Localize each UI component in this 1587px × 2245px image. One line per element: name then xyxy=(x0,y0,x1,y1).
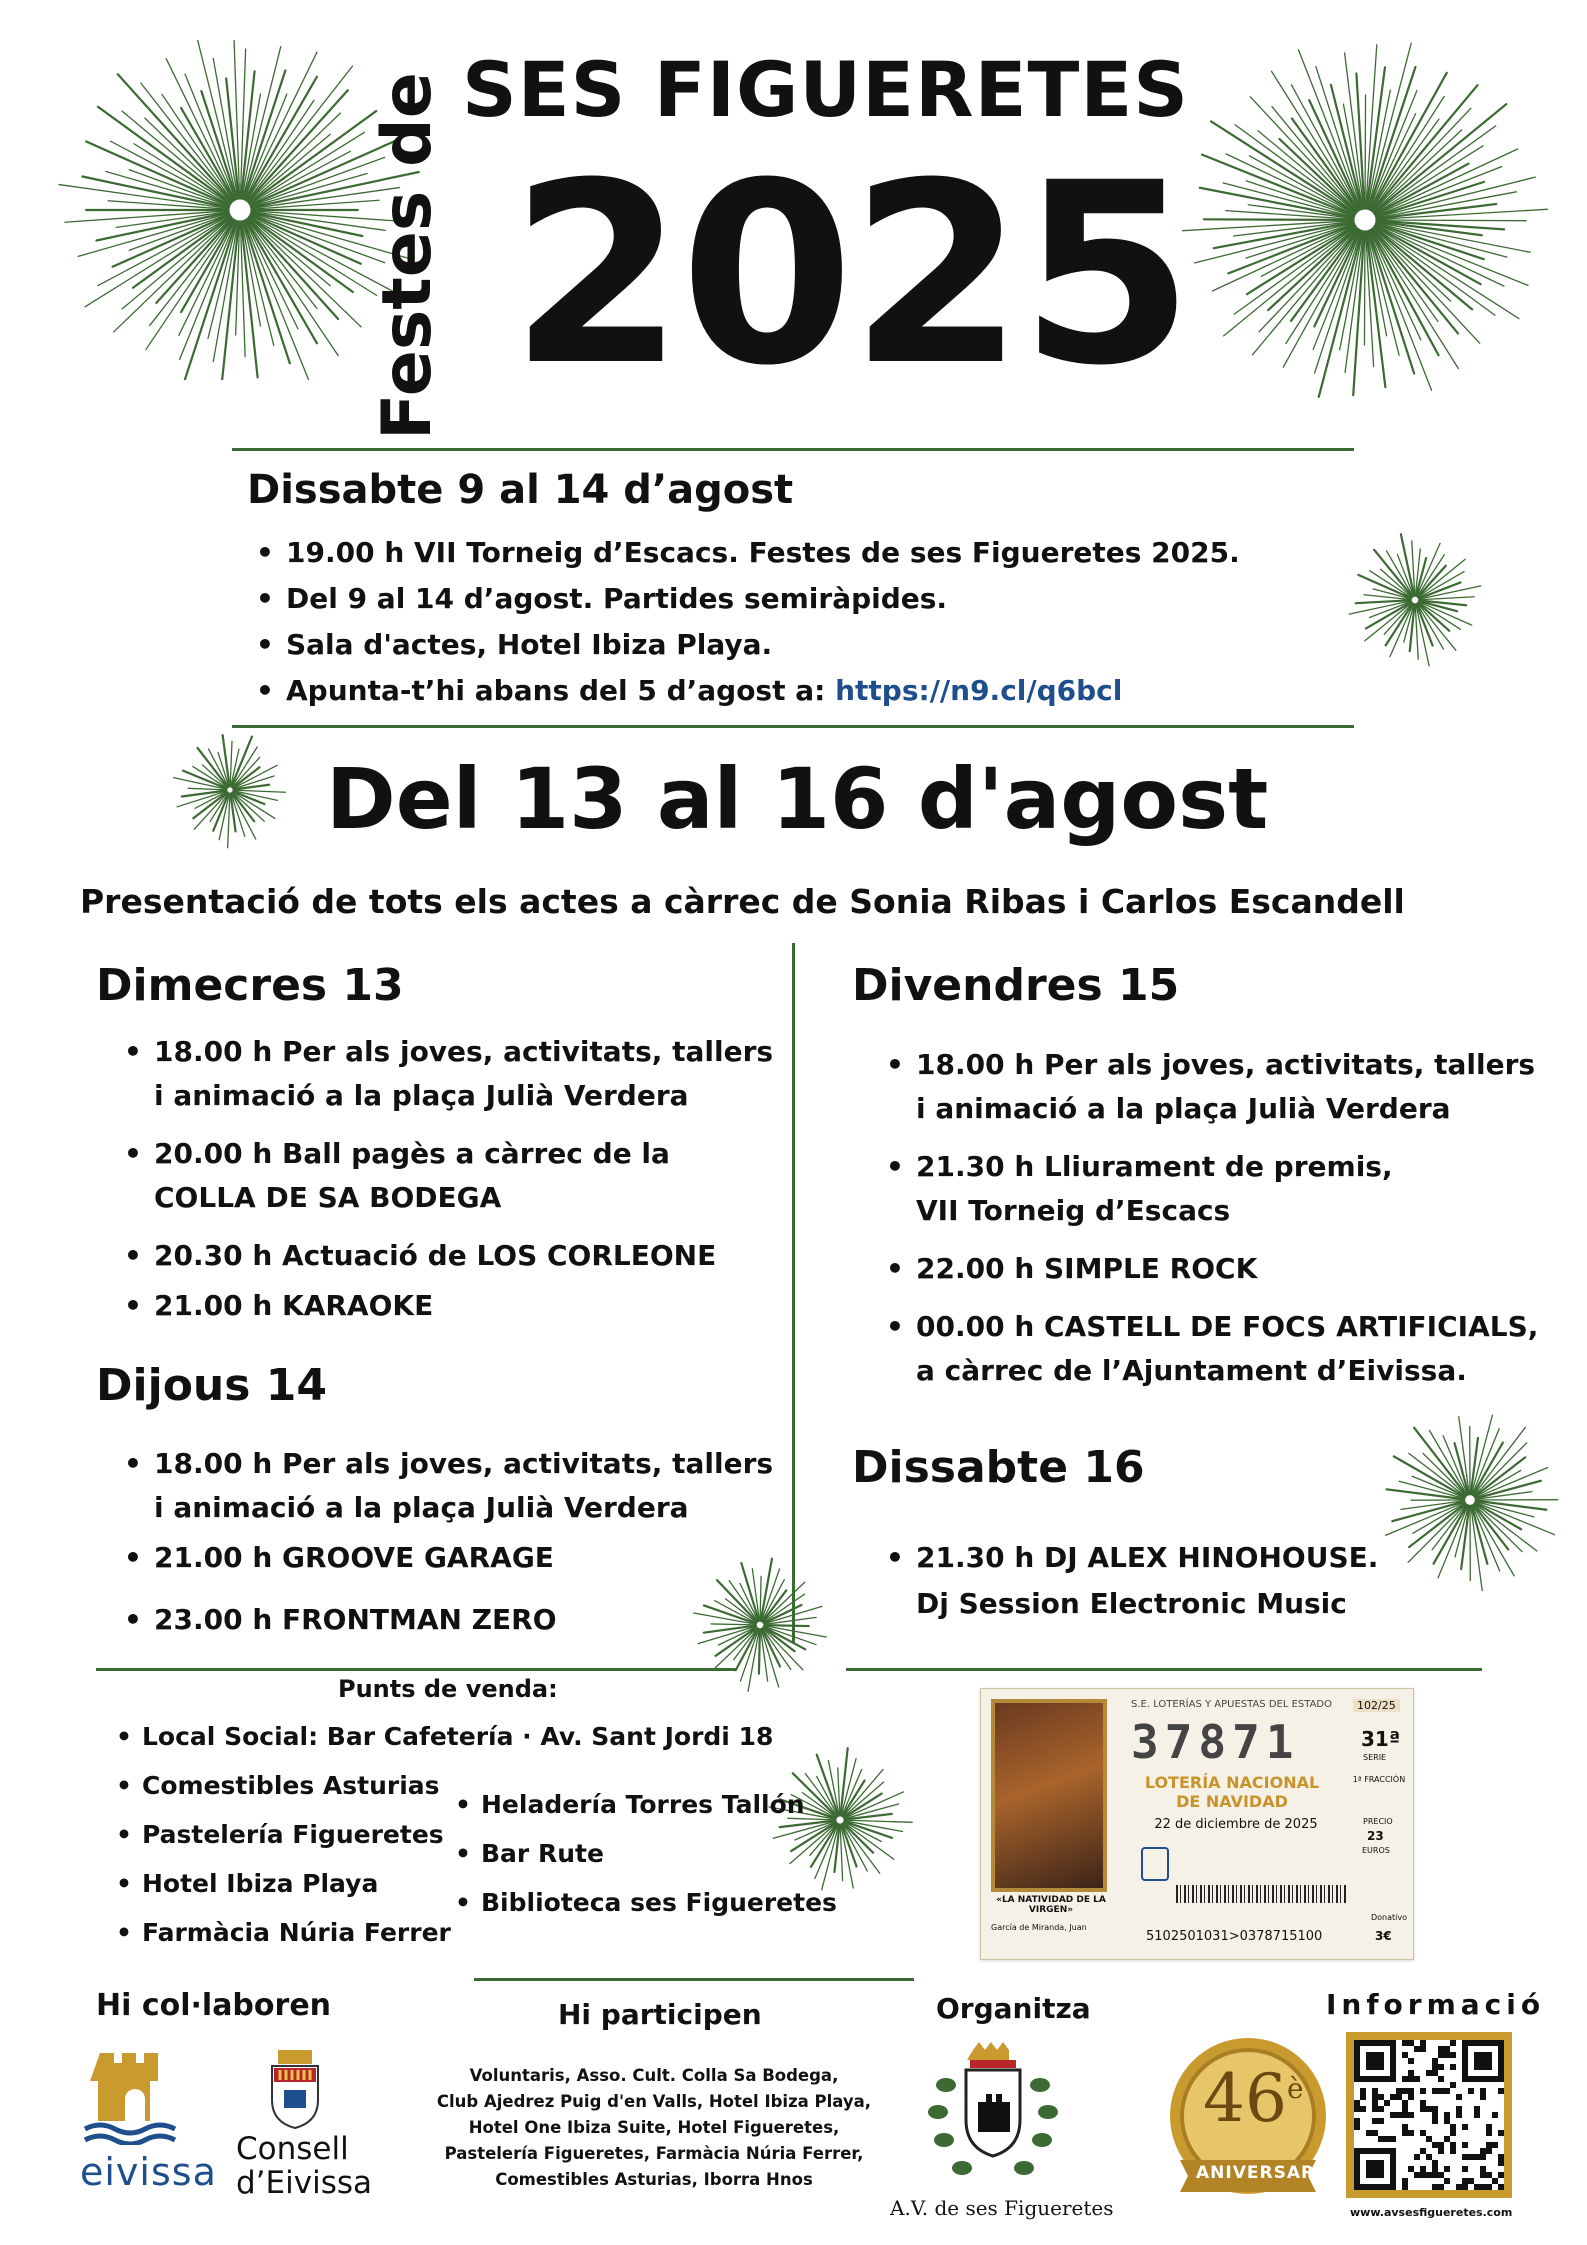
ticket-barcode-bars xyxy=(1176,1885,1346,1903)
year-title: 2025 xyxy=(510,129,1190,420)
ticket-painting-caption: «LA NATIVIDAD DE LA VIRGEN» xyxy=(996,1895,1106,1915)
day-title-fri: Divendres 15 xyxy=(852,960,1180,1011)
signup-label: Apunta-t’hi abans del 5 d’agost a: xyxy=(286,674,826,707)
item-line: 21.00 h KARAOKE xyxy=(154,1289,434,1322)
ticket-name: LOTERÍA NACIONAL DE NAVIDAD xyxy=(1144,1773,1320,1811)
list-item: • Bar Rute xyxy=(455,1839,837,1888)
eivissa-logo-text: eivissa xyxy=(80,2150,217,2194)
presentation-text: Presentació de tots els actes a càrrec de Sonia Ribas i Carlos Escandell xyxy=(80,882,1405,921)
list-item xyxy=(124,1132,773,1220)
firework-mid-right-icon xyxy=(1360,1400,1580,1600)
list-item: • 19.00 h VII Torneig d’Escacs. Festes de ses Figueretes 2025. xyxy=(256,530,1240,576)
divider-sales-right xyxy=(846,1668,1482,1671)
anniversary-number-value: 46 xyxy=(1203,2060,1287,2137)
firework-top-right-icon xyxy=(1160,30,1570,410)
ticket-date: 22 de diciembre de 2025 xyxy=(1154,1817,1318,1832)
qr-code-icon[interactable] xyxy=(1346,2032,1512,2198)
ticket-euros: EUROS xyxy=(1362,1846,1390,1855)
sales-list-col2 xyxy=(455,1790,837,1937)
day-list-wed xyxy=(124,1030,773,1328)
participants-title: Hi participen xyxy=(558,1998,762,2031)
item-line: 23.00 h FRONTMAN ZERO xyxy=(154,1603,557,1636)
list-item xyxy=(124,1442,773,1530)
chess-list xyxy=(256,530,1240,714)
page-title: SES FIGUERETES xyxy=(462,45,1189,134)
ticket-price-label: PRECIO xyxy=(1363,1817,1393,1826)
item-line: i animació a la plaça Julià Verdera xyxy=(916,1092,1451,1125)
sales-title: Punts de venda: xyxy=(338,1675,558,1703)
divider-top xyxy=(232,448,1354,451)
list-item: • Local Social: Bar Cafetería · Av. Sant Jordi 18 xyxy=(116,1722,773,1771)
list-item: Voluntaris, Asso. Cult. Colla Sa Bodega, xyxy=(469,2066,839,2085)
item-line: Dj Session Electronic Music xyxy=(916,1587,1347,1620)
day-title-thu: Dijous 14 xyxy=(96,1360,327,1411)
day-list-fri xyxy=(886,1043,1538,1393)
list-item: Hotel One Ibiza Suite, Hotel Figueretes, xyxy=(468,2118,840,2137)
ticket-code: 102/25 xyxy=(1353,1699,1400,1712)
consell-line1: Consell xyxy=(236,2131,349,2167)
signup-link[interactable]: https://n9.cl/q6bcl xyxy=(835,674,1123,707)
list-item: • Del 9 al 14 d’agost. Partides semiràpides. xyxy=(256,576,1240,622)
divider-vertical xyxy=(792,943,795,1643)
main-dates-title: Del 13 al 16 d'agost xyxy=(326,750,1269,848)
item-line: 22.00 h SIMPLE ROCK xyxy=(916,1252,1258,1285)
organizer-title: Organitza xyxy=(936,1992,1091,2025)
item-line: 18.00 h Per als joves, activitats, tallers xyxy=(916,1048,1536,1081)
list-item: • Heladería Torres Tallón xyxy=(455,1790,837,1839)
item-line: i animació a la plaça Julià Verdera xyxy=(154,1079,689,1112)
item-line: 00.00 h CASTELL DE FOCS ARTIFICIALS, xyxy=(916,1310,1539,1343)
organizer-name: A.V. de ses Figueretes xyxy=(890,2196,1114,2220)
festes-de-vertical-title: Festes de xyxy=(368,72,447,440)
anniversary-label: ANIVERSARI xyxy=(1196,2163,1323,2183)
consell-logo-text xyxy=(236,2132,372,2200)
day-list-sat xyxy=(886,1535,1378,1627)
list-item xyxy=(124,1536,773,1580)
list-item xyxy=(256,668,1240,714)
list-item: • Comestibles Asturias xyxy=(116,1771,773,1820)
day-title-sat: Dissabte 16 xyxy=(852,1442,1145,1493)
list-item: Club Ajedrez Puig d'en Valls, Hotel Ibiza Playa, xyxy=(436,2092,872,2111)
item-line: COLLA DE SA BODEGA xyxy=(154,1181,502,1214)
consell-line2: d’Eivissa xyxy=(236,2165,372,2201)
ticket-number: 37871 xyxy=(1131,1715,1300,1769)
chess-heading: Dissabte 9 al 14 d’agost xyxy=(247,467,794,513)
list-item-continuation: Sala d'actes, Hotel Ibiza Playa. xyxy=(286,628,773,661)
item-line: 21.30 h DJ ALEX HINOHOUSE. xyxy=(916,1541,1379,1574)
firework-small-left-icon xyxy=(160,725,300,855)
ticket-painter: García de Miranda, Juan xyxy=(991,1923,1087,1932)
divider-chess xyxy=(232,725,1354,728)
eivissa-tower-icon xyxy=(80,2045,190,2145)
divider-sales-left xyxy=(96,1668,736,1671)
item-line: i animació a la plaça Julià Verdera xyxy=(154,1491,689,1524)
list-item: • Biblioteca ses Figueretes xyxy=(455,1888,837,1937)
ticket-fraction: 1ª FRACCIÓN xyxy=(1352,1775,1406,1784)
item-line: 21.30 h Lliurament de premis, xyxy=(916,1150,1393,1183)
firework-small-right-icon xyxy=(1340,520,1490,680)
ticket-serie-label: SERIE xyxy=(1363,1753,1387,1762)
item-line: a càrrec de l’Ajuntament d’Eivissa. xyxy=(916,1354,1467,1387)
ticket-donativo: Donativo xyxy=(1371,1913,1408,1922)
divider-footer xyxy=(474,1978,914,1981)
item-line: VII Torneig d’Escacs xyxy=(916,1194,1231,1227)
item-line: 18.00 h Per als joves, activitats, tallers xyxy=(154,1447,774,1480)
anniversary-number xyxy=(1203,2060,1304,2137)
item-line: 20.00 h Ball pagès a càrrec de la xyxy=(154,1137,670,1170)
list-item: • Farmàcia Núria Ferrer xyxy=(116,1918,773,1967)
item-line: 18.00 h Per als joves, activitats, tallers xyxy=(154,1035,774,1068)
list-item xyxy=(124,1598,773,1642)
consell-shield-icon xyxy=(268,2048,322,2130)
lottery-ticket xyxy=(980,1688,1414,1960)
ticket-serie: 31ª xyxy=(1361,1727,1401,1751)
ticket-painting xyxy=(991,1699,1107,1892)
collab-title: Hi col·laboren xyxy=(96,1988,332,2023)
ticket-price: 23 xyxy=(1367,1829,1384,1843)
list-item xyxy=(886,1247,1538,1291)
participants-list xyxy=(428,2063,880,2193)
list-item xyxy=(124,1284,773,1328)
item-line: 20.30 h Actuació de LOS CORLEONE xyxy=(154,1239,717,1272)
ticket-emblem-icon xyxy=(1141,1847,1169,1881)
list-item xyxy=(256,622,1240,668)
list-item xyxy=(886,1305,1538,1393)
qr-caption[interactable]: www.avsesfigueretes.com xyxy=(1350,2206,1513,2219)
list-item xyxy=(886,1043,1538,1131)
list-item xyxy=(886,1535,1378,1627)
ticket-donativo-value: 3€ xyxy=(1375,1929,1392,1943)
list-item: Pastelería Figueretes, Farmàcia Núria Ferrer, xyxy=(444,2144,864,2163)
organizer-crest-icon xyxy=(918,2040,1068,2190)
list-item: • Pastelería Figueretes xyxy=(116,1820,773,1869)
day-list-thu xyxy=(124,1442,773,1642)
list-item xyxy=(886,1145,1538,1233)
item-line: 21.00 h GROOVE GARAGE xyxy=(154,1541,554,1574)
list-item xyxy=(124,1234,773,1278)
ticket-header: S.E. LOTERÍAS Y APUESTAS DEL ESTADO xyxy=(1131,1699,1333,1710)
anniversary-sup: è xyxy=(1286,2072,1304,2105)
list-item xyxy=(124,1030,773,1118)
ticket-barcode: 5102501031>0378715100 xyxy=(1146,1929,1323,1944)
day-title-wed: Dimecres 13 xyxy=(96,960,404,1011)
info-title: Informació xyxy=(1326,1988,1546,2021)
list-item: Comestibles Asturias, Iborra Hnos xyxy=(495,2170,813,2189)
list-item: • Hotel Ibiza Playa xyxy=(116,1869,773,1918)
